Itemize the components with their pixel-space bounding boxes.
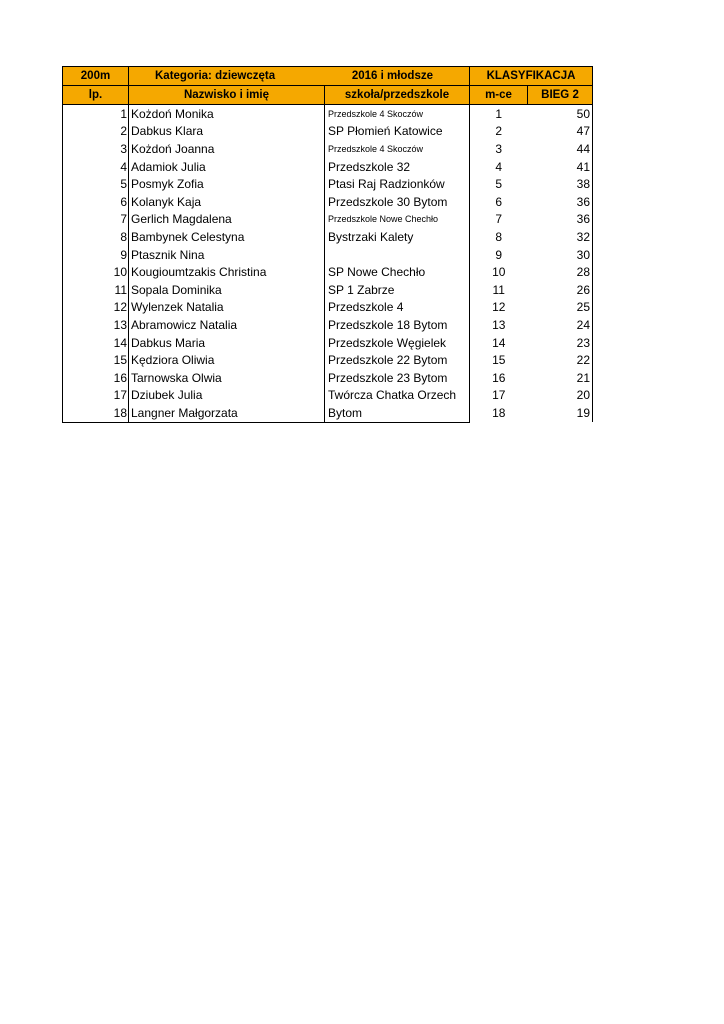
points-value: 30	[528, 246, 593, 264]
classification-label: KLASYFIKACJA	[470, 67, 593, 86]
table-row	[63, 193, 593, 211]
col-header-lp: lp.	[63, 86, 129, 105]
row-number: 14	[63, 334, 129, 352]
points-value: 47	[528, 123, 593, 141]
row-number: 12	[63, 299, 129, 317]
table-row	[63, 211, 593, 229]
table-row	[63, 175, 593, 193]
school-name: Przedszkole 30 Bytom	[325, 193, 470, 211]
points-value: 20	[528, 387, 593, 405]
row-number: 15	[63, 351, 129, 369]
table-row	[63, 105, 593, 123]
place-value: 4	[495, 159, 503, 174]
place-value: 10	[492, 265, 506, 280]
school-name: Twórcza Chatka Orzech	[325, 387, 470, 405]
place-value: 13	[492, 317, 506, 332]
school-name	[325, 246, 470, 264]
row-number: 11	[63, 281, 129, 299]
table-row	[63, 228, 593, 246]
place-value: 2	[495, 124, 503, 139]
school-name: Przedszkole 4 Skoczów	[325, 140, 470, 158]
header-row-2	[63, 86, 593, 105]
school-name: Przedszkole 4	[325, 299, 470, 317]
points-value: 19	[528, 404, 593, 422]
place-value: 14	[492, 335, 506, 350]
row-number: 18	[63, 404, 129, 422]
col-header-points: BIEG 2	[528, 86, 593, 105]
school-name: Bystrzaki Kalety	[325, 228, 470, 246]
school-name: Przedszkole 18 Bytom	[325, 316, 470, 334]
place-value: 6	[495, 194, 503, 209]
athlete-name: Tarnowska Olwia	[131, 370, 222, 385]
age-group-label: 2016 i młodsze	[351, 70, 433, 82]
row-number: 8	[63, 228, 129, 246]
place-value: 7	[495, 212, 503, 227]
points-value: 50	[528, 105, 593, 123]
school-name: SP Płomień Katowice	[325, 123, 470, 141]
place-value: 12	[492, 300, 506, 315]
table-row	[63, 316, 593, 334]
athlete-name: Kożdoń Joanna	[131, 141, 215, 156]
table-row	[63, 299, 593, 317]
place-value: 5	[495, 177, 503, 192]
col-header-name: Nazwisko i imię	[129, 86, 325, 105]
athlete-name: Dabkus Klara	[131, 124, 204, 139]
athlete-name: Sopala Dominika	[131, 282, 222, 297]
category-cell	[129, 67, 470, 86]
school-name: Ptasi Raj Radzionków	[325, 175, 470, 193]
athlete-name: Langner Małgorzata	[129, 404, 325, 422]
points-value: 28	[528, 263, 593, 281]
row-number: 17	[63, 387, 129, 405]
athlete-name: Ptasznik Nina	[131, 247, 205, 262]
row-number: 6	[63, 193, 129, 211]
points-value: 41	[528, 158, 593, 176]
points-value: 36	[528, 193, 593, 211]
results-table	[62, 66, 593, 423]
row-number: 5	[63, 175, 129, 193]
col-header-school: szkoła/przedszkole	[325, 86, 470, 105]
distance-label: 200m	[63, 67, 129, 86]
athlete-name: Kolanyk Kaja	[131, 194, 202, 209]
athlete-name: Dziubek Julia	[131, 388, 203, 403]
results-sheet	[62, 66, 592, 423]
table-row	[63, 140, 593, 158]
table-row	[63, 369, 593, 387]
row-number: 10	[63, 263, 129, 281]
place-value: 9	[495, 247, 503, 262]
points-value: 21	[528, 369, 593, 387]
table-row	[63, 281, 593, 299]
school-name: Przedszkole 32	[325, 158, 470, 176]
athlete-name: Kougioumtzakis Christina	[131, 265, 267, 280]
results-body	[63, 105, 593, 423]
table-row	[63, 246, 593, 264]
school-name: SP Nowe Chechło	[325, 263, 470, 281]
place-value: 15	[492, 353, 506, 368]
place-value: 11	[492, 282, 505, 297]
row-number: 16	[63, 369, 129, 387]
row-number: 1	[63, 105, 129, 123]
athlete-name: Gerlich Magdalena	[131, 212, 232, 227]
category-label: Kategoria: dziewczęta	[155, 70, 276, 82]
points-value: 32	[528, 228, 593, 246]
athlete-name: Adamiok Julia	[131, 159, 206, 174]
athlete-name: Dabkus Maria	[131, 335, 206, 350]
table-row	[63, 158, 593, 176]
place-value: 16	[492, 370, 506, 385]
col-header-place: m-ce	[470, 86, 528, 105]
row-number: 4	[63, 158, 129, 176]
school-name: Przedszkole Nowe Chechło	[325, 211, 470, 229]
school-name: Przedszkole 23 Bytom	[325, 369, 470, 387]
place-value: 8	[495, 229, 503, 244]
school-name: Bytom	[325, 404, 470, 422]
row-number: 7	[63, 211, 129, 229]
row-number: 13	[63, 316, 129, 334]
place-value: 18	[492, 406, 506, 421]
header-row-1	[63, 67, 593, 86]
points-value: 36	[528, 211, 593, 229]
points-value: 38	[528, 175, 593, 193]
athlete-name: Abramowicz Natalia	[131, 317, 238, 332]
athlete-name: Posmyk Zofia	[131, 177, 204, 192]
points-value: 24	[528, 316, 593, 334]
points-value: 25	[528, 299, 593, 317]
school-name: Przedszkole Węgielek	[325, 334, 470, 352]
place-value: 3	[495, 141, 503, 156]
points-value: 44	[528, 140, 593, 158]
school-name: Przedszkole 4 Skoczów	[325, 105, 470, 123]
place-value: 1	[495, 106, 503, 121]
points-value: 26	[528, 281, 593, 299]
table-row	[63, 387, 593, 405]
table-row	[63, 123, 593, 141]
athlete-name: Bambynek Celestyna	[131, 229, 245, 244]
place-value: 17	[492, 388, 506, 403]
school-name: Przedszkole 22 Bytom	[325, 351, 470, 369]
athlete-name: Wylenzek Natalia	[131, 300, 224, 315]
table-row	[63, 404, 593, 422]
table-row	[63, 263, 593, 281]
table-row	[63, 334, 593, 352]
points-value: 23	[528, 334, 593, 352]
table-row	[63, 351, 593, 369]
points-value: 22	[528, 351, 593, 369]
school-name: SP 1 Zabrze	[325, 281, 470, 299]
row-number: 3	[63, 140, 129, 158]
athlete-name: Kożdoń Monika	[131, 106, 214, 121]
athlete-name: Kędziora Oliwia	[131, 353, 215, 368]
row-number: 2	[63, 123, 129, 141]
row-number: 9	[63, 246, 129, 264]
